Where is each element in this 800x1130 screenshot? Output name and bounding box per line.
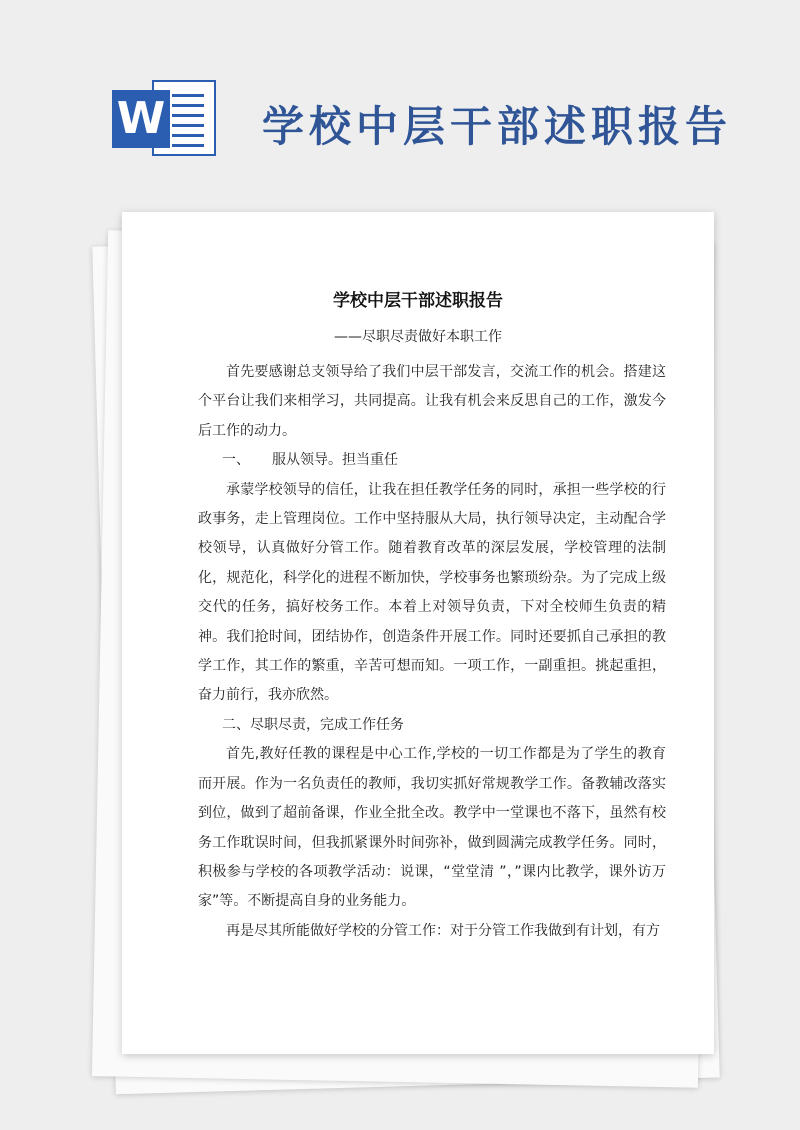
section-number: 一、 (222, 452, 250, 469)
document-subtitle: ——尽职尽责做好本职工作 (334, 329, 502, 345)
section-paragraph: 首先,教好任教的课程是中心工作,学校的一切工作都是为了学生的教育而开展。作为一名负责任的教师，我切实抓好常规教学工作。备教辅改落实到位，做到了超前备课，作业全批全改。教学中一堂课也不落下，虽然有校务工作耽误时间，但我抓紧课外时间弥补，做到圆满完成教学任务。同时，积极参与学校的各项教学活动：说课，“堂堂清 ”，”课内比教学，课外访万家”等。不断提高自身的业务能力。 (198, 746, 666, 910)
section-heading: 二、尽职尽责，完成工作任务 (222, 716, 404, 733)
intro-paragraph: 首先要感谢总支领导给了我们中层干部发言，交流工作的机会。搭建这个平台让我们来相学习，共同提高。让我有机会来反思自己的工作，激发今后工作的动力。 (198, 364, 666, 439)
document-page (122, 212, 714, 1054)
section-paragraph: 承蒙学校领导的信任，让我在担任教学任务的同时，承担一些学校的行政事务，走上管理岗位。工作中坚持服从大局，执行领导决定，主动配合学校领导，认真做好分管工作。随着教育改革的深层发展，学校管理的法制化，规范化，科学化的进程不断加快，学校事务也繁琐纷杂。为了完成上级交代的任务，搞好校务工作。本着上对领导负责，下对全校师生负责的精神。我们抢时间，团结协作，创造条件开展工作。同时还要抓自己承担的教学工作，其工作的繁重，辛苦可想而知。一项工作，一副重担。挑起重担，奋力前行，我亦欣然。 (198, 481, 666, 704)
section-paragraph: 再是尽其所能做好学校的分管工作：对于分管工作我做到有计划，有方 (226, 922, 660, 939)
banner-title: 学校中层干部述职报告 (262, 102, 733, 151)
banner (0, 0, 800, 200)
document-title: 学校中层干部述职报告 (333, 291, 503, 311)
word-badge: W (112, 90, 170, 148)
word-document-icon (112, 80, 216, 156)
section-heading (198, 446, 666, 475)
section-heading-text: 服从领导。担当重任 (272, 452, 398, 469)
document-body (198, 358, 666, 946)
